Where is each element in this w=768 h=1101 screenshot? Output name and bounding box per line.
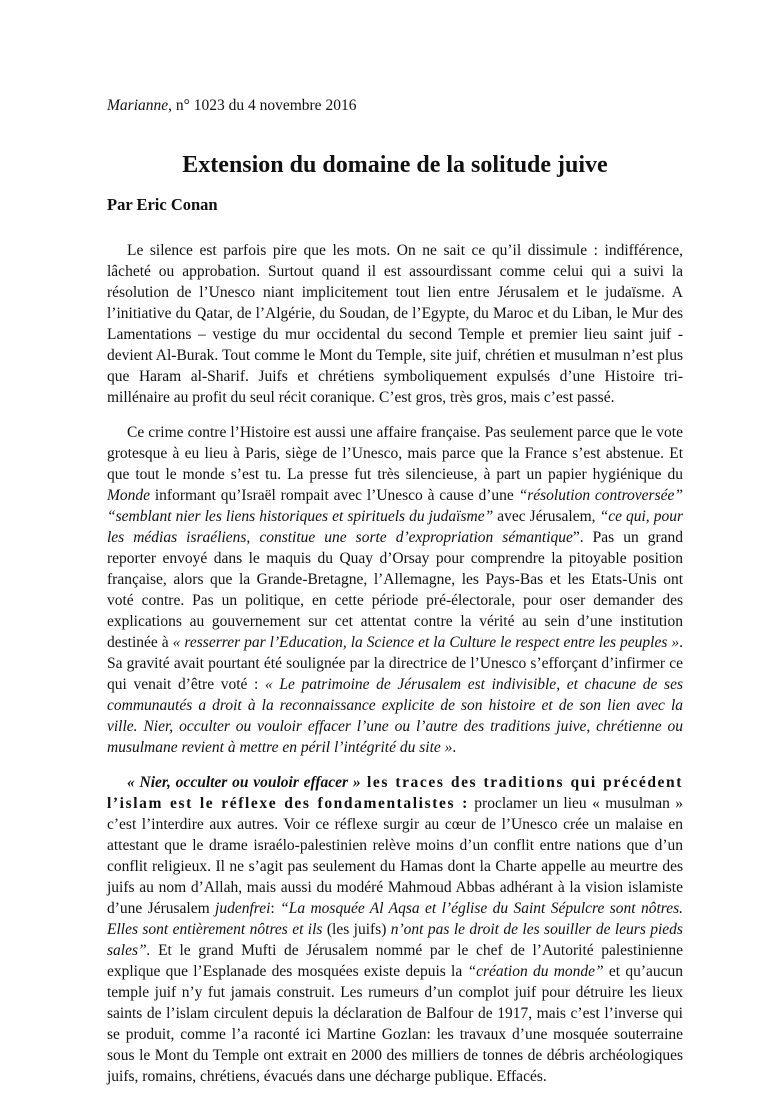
p2-text-a: Ce crime contre l’Histoire est aussi une affaire française. Pas seulement parce que le vote grotesque à eu lieu à Paris, siège de l’Unesco, mais parce que la France s’est abstenue. Et que tout le monde s’est tu. La presse fut très silencieuse, à part un papier hygiénique du <box>107 424 683 483</box>
p3-text-j: “création du monde” <box>467 963 604 980</box>
p3-text-c: proclamer un lieu « musulman » c’est l’interdire aux autres. Voir ce réflexe surgir au cœur de l’Unesco crée un malaise en attestant que le drame israélo-palestinien relève moins d’un conflit entre nations que d’un conflit religieux. Il ne s’agit pas seulement du Hamas dont la Charte appelle au meurtre des juifs au nom d’Allah, mais aussi du modéré Mahmoud Abbas adhérant à la vision islamiste d’une Jérusalem <box>107 795 683 917</box>
p3-text-e: : <box>270 900 281 917</box>
p2-text-h: « resserrer par l’Education, la Science et la Culture le respect entre les peuples » <box>172 634 680 651</box>
p3-text-g: (les juifs) <box>322 921 391 938</box>
p2-text-i: . Sa gravité avait pourtant été soulignée par la directrice de l’Unesco s’efforçant d’infirmer ce qui venait d’être voté : <box>107 634 683 693</box>
publication-name: Marianne <box>107 97 169 114</box>
p2-text-e: avec Jérusalem, <box>493 508 600 525</box>
byline: Par Eric Conan <box>107 195 218 214</box>
p3-text-i: Et le grand Mufti de Jérusalem nommé par le chef de l’Autorité palestinienne explique que l’Esplanade des mosquées existe depuis la <box>107 942 683 980</box>
source-line <box>107 95 356 116</box>
paragraph-2 <box>107 422 683 758</box>
p3-text-h: n’ont pas le droit de les souiller de leurs pieds sales”. <box>107 921 683 959</box>
p3-text-a: « Nier, occulter ou vouloir effacer » <box>127 774 361 791</box>
article-title: Extension du domaine de la solitude juive <box>182 152 608 178</box>
p2-text-d: “résolution controversée” “semblant nier les liens historiques et spirituels du judaïsme” <box>107 487 683 525</box>
p2-text-f: “ce qui, pour les médias israéliens, constitue une sorte d’expropriation sémantique <box>107 508 683 546</box>
p2-text-c: informant qu’Israël rompait avec l’Unesco à cause d’une <box>150 487 519 504</box>
paragraph-1: Le silence est parfois pire que les mots. On ne sait ce qu’il dissimule : indifférence, lâcheté ou approbation. Surtout quand il est assourdissant comme celui qui a suivi la résolution de l’Unesco niant implicitement tout lien entre Jérusalem et le judaïsme. A l’initiative du Qatar, de l’Algérie, du Soudan, de l’Egypte, du Maroc et du Liban, le Mur des Lamentations – vestige du mur occidental du second Temple et premier lieu saint juif - devient Al-Burak. Tout comme le Mont du Temple, site juif, chrétien et musulman n’est plus que Haram al-Sharif. Juifs et chrétiens symboliquement expulsés d’une Histoire tri-millénaire au profit du seul récit coranique. C’est gros, très gros, mais c’est passé. <box>107 242 683 406</box>
p2-text-j: « Le patrimoine de Jérusalem est indivisible, et chacune de ses communautés a droit à la reconnaissance explicite de son histoire et de son lien avec la ville. Nier, occulter ou vouloir effacer l’une ou l’autre des traditions juive, chrétienne ou musulmane revient à mettre en péril l’intégrité du site » <box>107 676 683 756</box>
p2-text-g: ”. Pas un grand reporter envoyé dans le maquis du Quay d’Orsay pour comprendre la pitoyable position française, alors que la Grande-Bretagne, l’Allemagne, les Pays-Bas et les Etats-Unis ont voté contre. Pas un politique, en cette période pré-électorale, pour oser demander des explications au gouvernement sur cet attentat contre la vérité au sein d’une institution destinée à <box>107 529 684 651</box>
p3-text-b: les traces des traditions qui précédent l’islam est le réflexe des fondamentalistes : <box>107 774 683 812</box>
p2-text-b: Monde <box>107 487 151 504</box>
article-body <box>107 240 683 1101</box>
paragraph-3 <box>107 772 683 1087</box>
issue-info: , n° 1023 du 4 novembre 2016 <box>168 97 357 114</box>
p2-text-k: . <box>452 739 457 756</box>
p3-text-f: “La mosquée Al Aqsa et l’église du Saint Sépulcre sont nôtres. Elles sont entièrement nôtres et ils <box>107 900 683 938</box>
p3-text-k: et qu’aucun temple juif n’y fut jamais construit. Les rumeurs d’un complot juif pour détruire les lieux saints de l’islam circulent depuis la déclaration de Balfour de 1917, mais c’est l’inverse qui se produit, comme l’a raconté ici Martine Gozlan: les travaux d’une mosquée souterraine sous le Mont du Temple ont extrait en 2000 des milliers de tonnes de débris archéologiques juifs, romains, chrétiens, évacués dans une décharge publique. Effacés. <box>107 963 683 1085</box>
p3-text-d: judenfrei <box>215 900 271 917</box>
